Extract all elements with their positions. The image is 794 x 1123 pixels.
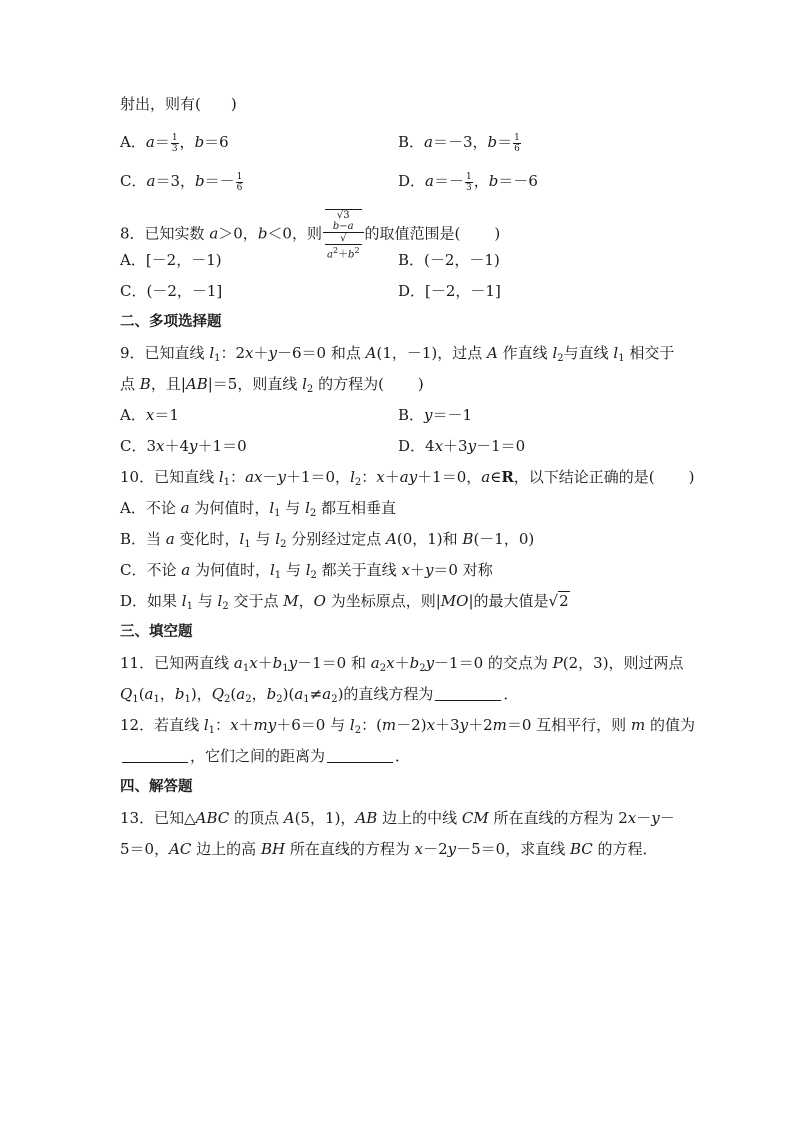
q13-stem-line1: 13．已知△ABC 的顶点 A(5，1)，AB 边上的中线 CM 所在直线的方程为 2x－y－ bbox=[120, 809, 675, 827]
q12-stem-line2: ，它们之间的距离为 ． bbox=[120, 746, 410, 766]
q10-option-a: A．不论 a 为何值时，$l_1$ 与 $l_2$ 都互相垂直 bbox=[120, 499, 397, 519]
q12-stem-line1: 12．若直线 $l_1$：x＋my＋6＝0 与 $l_2$：(m－2)x＋3y＋2m＝0 互相平行，则 m 的值为 bbox=[120, 716, 695, 736]
q9-stem-line2: 点 B，且|AB|＝5，则直线 $l_2$ 的方程为( ) bbox=[120, 375, 424, 395]
section-solution: 四、解答题 bbox=[120, 779, 193, 795]
q13-stem-line2: 5＝0，AC 边上的高 BH 所在直线的方程为 x－2y－5＝0，求直线 BC 的方程． bbox=[120, 840, 658, 858]
q9-option-c: C．3x＋4y＋1＝0 bbox=[120, 437, 247, 455]
q11-answer-blank[interactable] bbox=[435, 686, 501, 701]
q10-option-d: D．如果 $l_1$ 与 $l_2$ 交于点 M，O 为坐标原点，则|MO|的最大值是√2 bbox=[120, 592, 569, 612]
q7-option-a: A．a＝ $\frac{1}{3}$ ，b＝6 bbox=[120, 132, 229, 154]
q9-stem-line1: 9．已知直线 $l_1$：2x＋y－6＝0 和点 A(1，－1)，过点 A 作直线 $l_2$与直线 $l_1$ 相交于 bbox=[120, 344, 675, 364]
q10-option-c: C．不论 a 为何值时，$l_1$ 与 $l_2$ 都关于直线 x＋y＝0 对称 bbox=[120, 561, 493, 581]
q10-stem: 10．已知直线 $l_1$：ax－y＋1＝0，$l_2$：x＋ay＋1＝0，a∈R，以下结论正确的是( ) bbox=[120, 468, 695, 488]
section-multiple-choice: 二、多项选择题 bbox=[120, 314, 222, 330]
q8-option-a: A．[－2，－1) bbox=[120, 251, 222, 269]
q7-option-b: B．a＝－3，b＝ $\frac{1}{6}$ bbox=[398, 132, 520, 154]
q10-option-b: B．当 a 变化时，$l_1$ 与 $l_2$ 分别经过定点 A(0，1)和 B(－1，0) bbox=[120, 530, 535, 550]
q8-option-d: D．[－2，－1] bbox=[398, 282, 501, 300]
q12-answer-blank-2[interactable] bbox=[327, 748, 393, 763]
section-fill-blank: 三、填空题 bbox=[120, 624, 193, 640]
q7-stem-tail: 射出，则有( ) bbox=[120, 95, 237, 113]
q12-answer-blank-1[interactable] bbox=[122, 748, 188, 763]
q8-option-b: B．(－2，－1) bbox=[398, 251, 500, 269]
q9-option-a: A．x＝1 bbox=[120, 406, 179, 424]
q7-option-c: C．a＝3，b＝－ $\frac{1}{6}$ bbox=[120, 171, 243, 193]
q7-option-d: D．a＝－ $\frac{1}{3}$ ，b＝－6 bbox=[398, 171, 538, 193]
q8-option-c: C．(－2，－1] bbox=[120, 282, 223, 300]
q9-option-d: D．4x＋3y－1＝0 bbox=[398, 437, 526, 455]
q11-stem-line1: 11．已知两直线 $a_1x+b_1y-1=0$ 和 $a_2x+b_2y-1=0$ 的交点为 P(2，3)，则过两点 bbox=[120, 654, 684, 674]
q8-stem: 8．已知实数 a＞0，b＜0，则 √3 b−a √ $a^2+b^2$ 的取值范围是( ) bbox=[120, 210, 501, 261]
q11-stem-line2: $Q_1(a_1$，$b_1$)，$Q_2(a_2$，$b_2)(a_1\ne a_2)$的直线方程为 ． bbox=[120, 685, 519, 705]
q9-option-b: B．y＝－1 bbox=[398, 406, 473, 424]
